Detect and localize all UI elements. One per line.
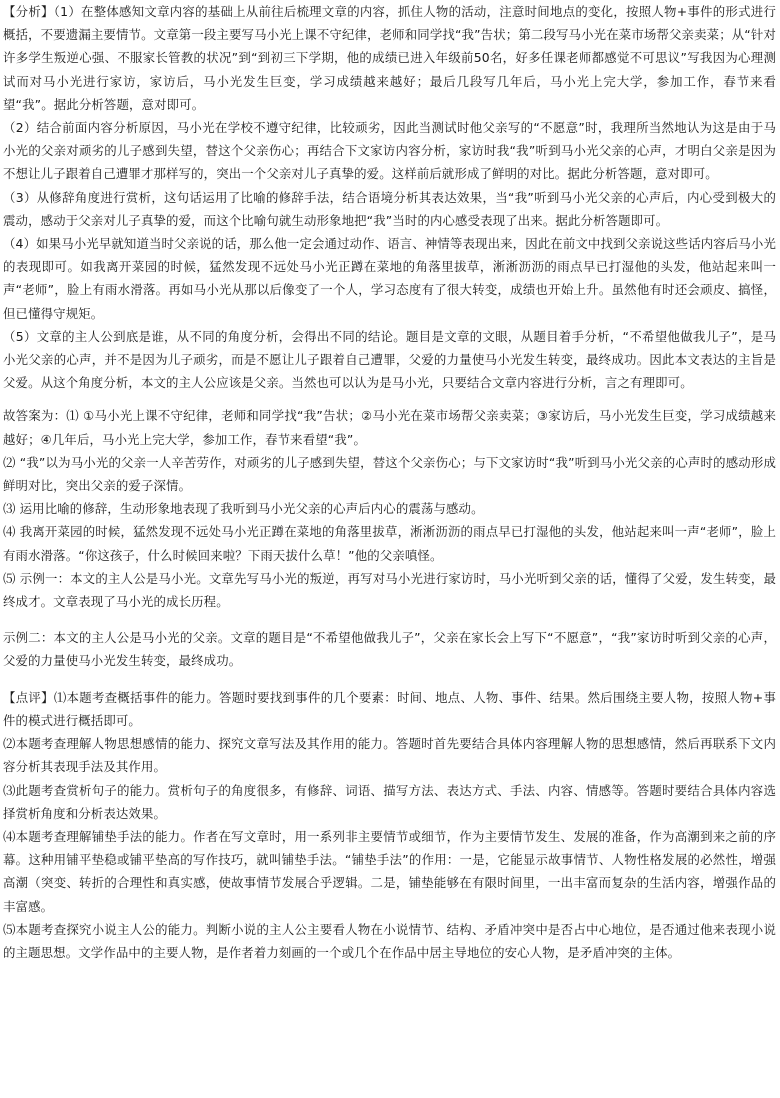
comment-5: ⑸本题考查探究小说主人公的能力。判断小说的主人公主要看人物在小说情节、结构、矛盾冲突中是否占中心地位，是否通过他来表现小说的主题思想。文学作品中的主要人物，是作者着力刻画的一个或几个在作品中居主导地位的安心人物，是矛盾冲突的主体。 [3, 921, 776, 960]
comment-3: ⑶此题考查赏析句子的能力。赏析句子的角度很多，有修辞、词语、描写方法、表达方式、手法、内容、情感等。答题时要结合具体内容选择赏析角度和分析表达效果。 [3, 782, 776, 821]
comment-gap [3, 673, 776, 686]
example-gap [3, 613, 776, 626]
analysis-part-3: （3）从修辞角度进行赏析，这句话运用了比喻的修辞手法，结合语境分析其表达效果，当“我”听到马小光父亲的心声后，内心受到极大的震动，感动于父亲对儿子真挚的爱，而这个比喻句就生动形象地把“我”当时的内心感受表现了出来。据此分析答题即可。 [3, 189, 776, 228]
answer-example-2: 示例二：本文的主人公是马小光的父亲。文章的题目是“不希望他做我儿子”，父亲在家长会上写下“不愿意”，“我”家访时听到父亲的心声，父爱的力量使马小光发生转变，最终成功。 [3, 630, 776, 669]
analysis-part-4: （4）如果马小光早就知道当时父亲说的话，那么他一定会通过动作、语言、神情等表现出来，因此在前文中找到父亲说这些话内容后马小光的表现即可。如我离开菜园的时候，猛然发现不远处马小光正蹲在菜地的角落里拔草，淅淅沥沥的雨点早已打湿他的头发，他站起来叫一声“老师”，脸上有雨水滑落。再如马小光从那以后像变了一个人，学习态度有了很大转变，成绩也开始上升。虽然他有时还会顽皮、搞怪，但已懂得守规矩。 [3, 236, 777, 321]
answer-4: ⑷ 我离开菜园的时候，猛然发现不远处马小光正蹲在菜地的角落里拔草，淅淅沥沥的雨点早已打湿他的头发，他站起来叫一声“老师”，脸上有雨水滑落。“你这孩子，什么时候回来啦？下雨天拔什么草！”他的父亲嗔怪。 [3, 524, 776, 563]
comment-1: 【点评】⑴本题考查概括事件的能力。答题时要找到事件的几个要素：时间、地点、人物、事件、结果。然后围绕主要人物，按照人物+事件的模式进行概括即可。 [3, 689, 776, 728]
analysis-part-1: 【分析】（1）在整体感知文章内容的基础上从前往后梳理文章的内容，抓住人物的活动，注意时间地点的变化，按照人物+事件的形式进行概括，不要遗漏主要情节。文章第一段主要写马小光上课不守纪律，老师和同学找“我”告状；第二段写马小光在菜市场帮父亲卖菜；从“针对许多学生叛逆心强、不服家长管教的状况”到“到初三下学期，他的成绩已进入年级前50名，好多任课老师都感觉不可思议”写我因为心理测试而对马小光进行家访，家访后，马小光发生巨变，学习成绩越来越好；最后几段写几年后，马小光上完大学，参加工作，春节来看望“我”。据此分析答题，意对即可。 [3, 4, 776, 112]
answer-5: ⑸ 示例一：本文的主人公是马小光。文章先写马小光的叛逆，再写对马小光进行家访时，马小光听到父亲的话，懂得了父爱，发生转变，最终成才。文章表现了马小光的成长历程。 [3, 570, 776, 610]
comment-2: ⑵本题考查理解人物思想感情的能力、探究文章写法及其作用的能力。答题时首先要结合具体内容理解人物的思想感情，然后再联系下文内容分析其表现手法及其作用。 [3, 736, 776, 775]
section-gap [3, 394, 776, 404]
answer-3: ⑶ 运用比喻的修辞，生动形象地表现了我听到马小光父亲的心声后内心的震荡与感动。 [3, 501, 484, 517]
analysis-part-2: （2）结合前面内容分析原因，马小光在学校不遵守纪律，比较顽劣，因此当测试时他父亲写的“不愿意”时，我理所当然地认为这是由于马小光的父亲对顽劣的儿子感到失望，替这个父亲伤心；再结合下文家访内容分析，家访时我“我”听到马小光父亲的心声，才明白父亲是因为不想让儿子跟着自己遭罪才那样写的，突出一个父亲对儿子真挚的爱。这样前后就形成了鲜明的对比。据此分析答题，意对即可。 [3, 120, 776, 182]
answer-1: 故答案为：⑴ ①马小光上课不守纪律，老师和同学找“我”告状；②马小光在菜市场帮父亲卖菜；③家访后，马小光发生巨变，学习成绩越来越好；④几年后，马小光上完大学，参加工作，春节来看望“我”。 [3, 408, 776, 447]
answer-2: ⑵ “我”以为马小光的父亲一人辛苦劳作，对顽劣的儿子感到失望，替这个父亲伤心；与下文家访时“我”听到马小光父亲的心声时的感动形成鲜明对比，突出父亲的爱子深情。 [3, 454, 776, 494]
comment-4: ⑷本题考查理解铺垫手法的能力。作者在写文章时，用一系列非主要情节或细节，作为主要情节发生、发展的准备，作为高潮到来之前的序幕。这种用铺平垫稳或铺平垫高的写作技巧，就叫铺垫手法。“铺垫手法”的作用：一是，它能显示故事情节、人物性格发展的必然性，增强高潮（突变、转折的合理性和真实感，使故事情节发展合乎逻辑。二是，铺垫能够在有限时间里，一出丰富而复杂的生活内容，增强作品的丰富感。 [3, 828, 776, 914]
analysis-part-5: （5）文章的主人公到底是谁，从不同的角度分析，会得出不同的结论。题目是文章的文眼，从题目着手分析，“不希望他做我儿子”，是马小光父亲的心声，并不是因为儿子顽劣，而是不愿让儿子跟着自己遭罪，父爱的力量使马小光发生转变，最终成功。因此本文表达的主旨是父爱。从这个角度分析，本文的主人公应该是父亲。当然也可以认为是马小光，只要结合文章内容进行分析，言之有理即可。 [3, 328, 776, 391]
